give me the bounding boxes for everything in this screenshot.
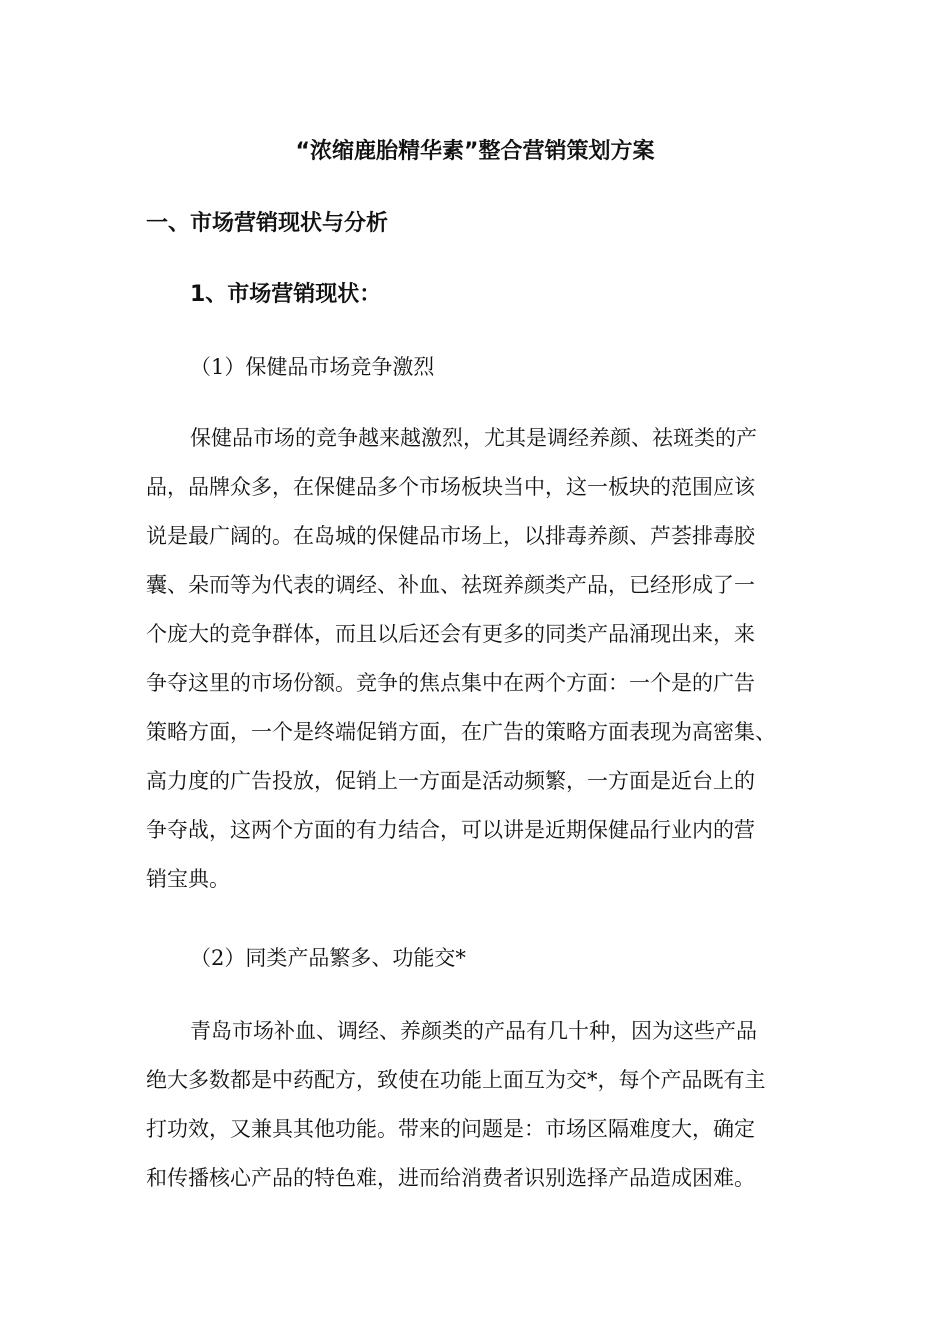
paragraph-line: 高力度的广告投放，促销上一方面是活动频繁，一方面是近台上的 [146, 769, 755, 793]
section-heading: 一、市场营销现状与分析 [146, 211, 389, 236]
paragraph-line: 品，品牌众多，在保健品多个市场板块当中，这一板块的范围应该 [146, 475, 755, 499]
paragraph-line: 争夺战，这两个方面的有力结合，可以讲是近期保健品行业内的营 [146, 818, 755, 842]
paragraph-line: 销宝典。 [146, 867, 230, 891]
paragraph-line: 争夺这里的市场份额。竞争的焦点集中在两个方面：一个是的广告 [146, 671, 755, 695]
document-title: “浓缩鹿胎精华素”整合营销策划方案 [295, 139, 655, 164]
paragraph-line: 和传播核心产品的特色难，进而给消费者识别选择产品造成困难。 [146, 1166, 755, 1190]
paragraph-line: 说是最广阔的。在岛城的保健品市场上，以排毒养颜、芦荟排毒胶 [146, 524, 755, 548]
paragraph-line: 策略方面，一个是终端促销方面，在广告的策略方面表现为高密集、 [146, 720, 776, 744]
item-heading-2: （2）同类产品繁多、功能交* [190, 946, 466, 970]
paragraph-line: 打功效，又兼具其他功能。带来的问题是：市场区隔难度大，确定 [146, 1117, 755, 1141]
paragraph-1 [146, 422, 808, 912]
subsection-heading: 1、市场营销现状： [190, 282, 382, 307]
paragraph-line: 个庞大的竞争群体，而且以后还会有更多的同类产品涌现出来，来 [146, 622, 755, 646]
item-heading-1: （1）保健品市场竞争激烈 [190, 355, 435, 379]
paragraph-line: 保健品市场的竞争越来越激烈，尤其是调经养颜、祛斑类的产 [190, 426, 757, 450]
paragraph-2 [146, 1015, 808, 1211]
paragraph-line: 囊、朵而等为代表的调经、补血、祛斑养颜类产品，已经形成了一 [146, 573, 755, 597]
paragraph-line: 绝大多数都是中药配方，致使在功能上面互为交*，每个产品既有主 [146, 1068, 766, 1092]
paragraph-line: 青岛市场补血、调经、养颜类的产品有几十种，因为这些产品 [190, 1019, 757, 1043]
